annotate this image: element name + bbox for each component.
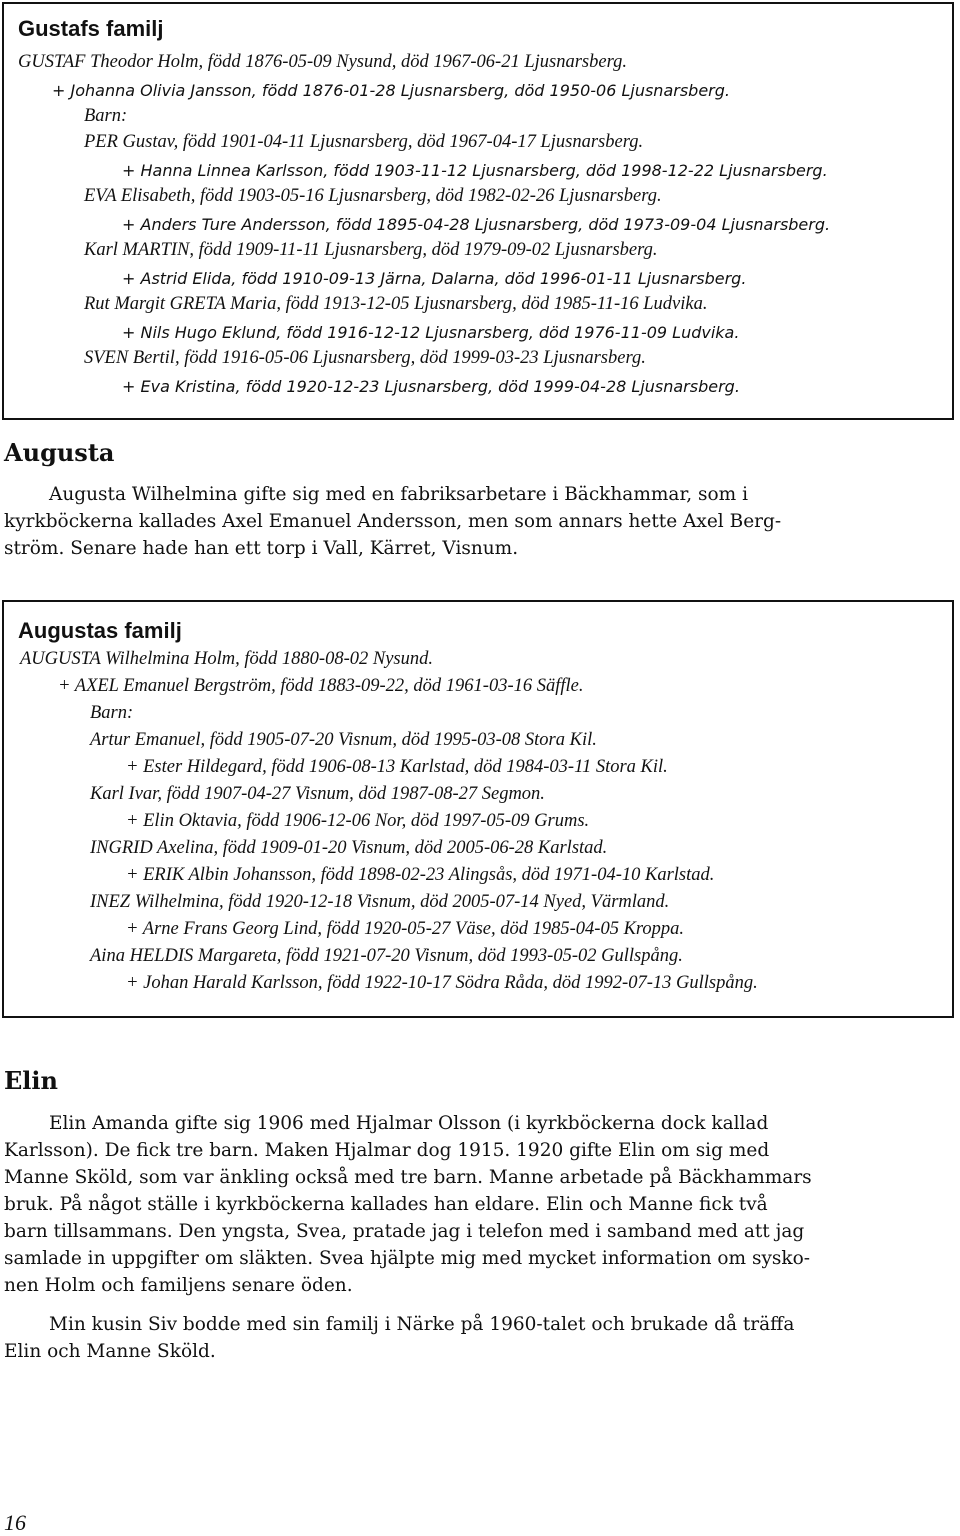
family-line: Barn: — [84, 106, 128, 126]
family-line: INEZ Wilhelmina, född 1920-12-18 Visnum, död 2005-07-14 Nyed, Värmland. — [90, 892, 670, 912]
family-line: SVEN Bertil, född 1916-05-06 Ljusnarsberg, död 1999-03-23 Ljusnarsberg. — [84, 348, 646, 368]
family-line: + Eva Kristina, född 1920-12-23 Ljusnarsberg, död 1999-04-28 Ljusnarsberg. — [122, 377, 740, 396]
paragraph-line: Manne Sköld, som var änkling också med tre barn. Manne arbetade på Bäckhammars — [4, 1167, 812, 1188]
elin-paragraph-2 — [4, 1311, 954, 1365]
family-line: PER Gustav, född 1901-04-11 Ljusnarsberg, död 1967-04-17 Ljusnarsberg. — [84, 132, 644, 152]
family-line: Aina HELDIS Margareta, född 1921-07-20 Visnum, död 1993-05-02 Gullspång. — [90, 946, 683, 966]
paragraph-line: barn tillsammans. Den yngsta, Svea, pratade jag i telefon med i samband med att jag — [4, 1221, 805, 1242]
family-line: + Johan Harald Karlsson, född 1922-10-17 Södra Råda, död 1992-07-13 Gullspång. — [126, 973, 758, 993]
paragraph-line: Elin Amanda gifte sig 1906 med Hjalmar Olsson (i kyrkböckerna dock kallad — [49, 1113, 769, 1134]
section-heading-elin: Elin — [4, 1066, 58, 1095]
family-line: GUSTAF Theodor Holm, född 1876-05-09 Nysund, död 1967-06-21 Ljusnarsberg. — [18, 52, 627, 72]
paragraph-line: nen Holm och familjens senare öden. — [4, 1275, 353, 1296]
family-line: Artur Emanuel, född 1905-07-20 Visnum, död 1995-03-08 Stora Kil. — [90, 730, 597, 750]
family-line: + Johanna Olivia Jansson, född 1876-01-28 Ljusnarsberg, död 1950-06 Ljusnarsberg. — [52, 81, 730, 100]
section-heading-augusta: Augusta — [4, 438, 115, 467]
family-line: + Ester Hildegard, född 1906-08-13 Karlstad, död 1984-03-11 Stora Kil. — [126, 757, 668, 777]
gustaf-family-box — [2, 2, 954, 420]
family-line: EVA Elisabeth, född 1903-05-16 Ljusnarsberg, död 1982-02-26 Ljusnarsberg. — [84, 186, 662, 206]
paragraph-line: Min kusin Siv bodde med sin familj i Närke på 1960-talet och brukade då träffa — [49, 1314, 795, 1335]
paragraph-line: kyrkböckerna kallades Axel Emanuel Andersson, men som annars hette Axel Berg- — [4, 511, 782, 532]
family-line: Karl MARTIN, född 1909-11-11 Ljusnarsberg, död 1979-09-02 Ljusnarsberg. — [84, 240, 658, 260]
paragraph-line: Karlsson). De fick tre barn. Maken Hjalmar dog 1915. 1920 gifte Elin om sig med — [4, 1140, 770, 1161]
family-line: Karl Ivar, född 1907-04-27 Visnum, död 1987-08-27 Segmon. — [90, 784, 545, 804]
family-line: + Elin Oktavia, född 1906-12-06 Nor, död 1997-05-09 Grums. — [126, 811, 590, 831]
family-line: + Hanna Linnea Karlsson, född 1903-11-12 Ljusnarsberg, död 1998-12-22 Ljusnarsberg. — [122, 161, 828, 180]
paragraph-line: samlade in uppgifter om släkten. Svea hjälpte mig med mycket information om sysko- — [4, 1248, 811, 1269]
augusta-family-title: Augustas familj — [18, 618, 182, 643]
paragraph-line: ström. Senare hade han ett torp i Vall, Kärret, Visnum. — [4, 538, 519, 559]
family-line: AUGUSTA Wilhelmina Holm, född 1880-08-02 Nysund. — [20, 649, 433, 669]
family-line: + AXEL Emanuel Bergström, född 1883-09-22, död 1961-03-16 Säffle. — [58, 676, 584, 696]
family-line: + ERIK Albin Johansson, född 1898-02-23 Alingsås, död 1971-04-10 Karlstad. — [126, 865, 715, 885]
family-line: + Arne Frans Georg Lind, född 1920-05-27 Väse, död 1985-04-05 Kroppa. — [126, 919, 685, 939]
page-number: 16 — [4, 1510, 26, 1535]
family-line: Barn: — [90, 703, 134, 723]
family-line: Rut Margit GRETA Maria, född 1913-12-05 Ljusnarsberg, död 1985-11-16 Ludvika. — [84, 294, 708, 314]
elin-paragraph-1 — [4, 1110, 954, 1299]
paragraph-line: Elin och Manne Sköld. — [4, 1341, 216, 1362]
augusta-paragraph — [4, 481, 954, 562]
family-line: INGRID Axelina, född 1909-01-20 Visnum, död 2005-06-28 Karlstad. — [90, 838, 608, 858]
paragraph-line: bruk. På något ställe i kyrkböckerna kallades han eldare. Elin och Manne fick två — [4, 1194, 768, 1215]
family-line: + Astrid Elida, född 1910-09-13 Järna, Dalarna, död 1996-01-11 Ljusnarsberg. — [122, 269, 747, 288]
gustaf-family-title: Gustafs familj — [18, 16, 164, 41]
family-line: + Nils Hugo Eklund, född 1916-12-12 Ljusnarsberg, död 1976-11-09 Ludvika. — [122, 323, 740, 342]
augusta-family-box — [2, 600, 954, 1018]
family-line: + Anders Ture Andersson, född 1895-04-28 Ljusnarsberg, död 1973-09-04 Ljusnarsberg. — [122, 215, 831, 234]
paragraph-line: Augusta Wilhelmina gifte sig med en fabriksarbetare i Bäckhammar, som i — [49, 484, 748, 505]
